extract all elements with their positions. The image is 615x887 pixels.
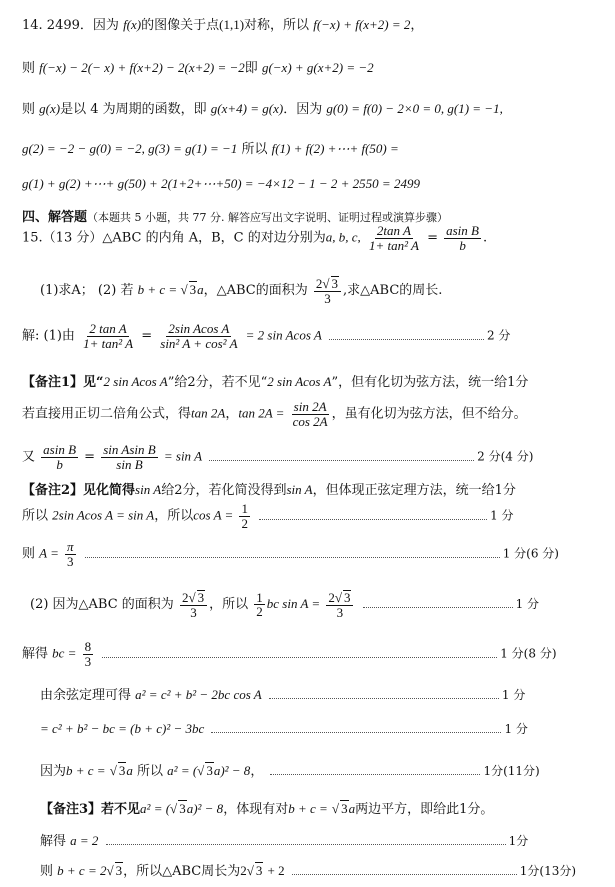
note-2 [22,479,615,498]
text: 是以 4 为周期的函数，即 [60,102,207,117]
text: 因为 [92,18,119,33]
math: b + c = [66,763,106,778]
text: 解得 [22,646,49,662]
section-title: 四、解答题 [22,210,88,225]
fraction [101,443,158,471]
fraction [65,540,76,568]
fraction: $\frac{2√ 3}{3}$ [180,590,207,619]
numerator: 2 [328,590,335,605]
denominator: 3 [67,553,74,569]
solution-step-8 [40,720,615,737]
text: 则 [22,61,36,76]
math: sin A [286,482,313,497]
leader-dots [259,518,487,520]
sqrt: 3 [343,590,351,605]
text: 则 [40,864,54,879]
text: ，虽有化切为弦方法，但不给分。 [331,406,527,422]
denominator: b [56,456,63,472]
math: a [197,282,204,298]
math: sin A [135,482,162,497]
text: 由余弦定理可得 [40,688,132,703]
solution-step-2 [22,443,615,471]
denominator: 1+ tan² A [368,237,419,253]
solution-step-4 [22,540,615,568]
math: tan 2A [191,405,226,421]
score: 1分(13分) [519,864,577,878]
leader-dots [85,556,500,558]
math: g(0) = f(0) − 2×0 = 0, g(1) = −1, [326,101,503,116]
line-14-step2 [22,57,615,76]
text: 【备注1】见“ [22,375,104,390]
math: a [348,801,356,816]
solution-step-7 [40,684,615,703]
section-subtitle: （本题共 5 小题，共 77 分. 解答应写出文字说明、证明过程或演算步骤） [87,211,448,224]
denominator: sin² A + cos² A [160,335,238,351]
text: ”给2分，若不见“ [167,375,268,390]
fraction [254,591,265,619]
leader-dots [269,697,499,699]
sqrt: 3 [206,763,213,778]
denominator: 3 [190,604,197,620]
numerator: 2 tan A [89,321,127,336]
text: ，体现有对 [223,802,289,817]
text: ， [410,18,424,33]
line-14-step4 [22,138,615,157]
text: (1)求A； (2) 若 [40,283,134,299]
fraction [444,224,481,252]
sqrt: 3 [115,863,123,878]
denominator: sin B [116,456,143,472]
score: 2 分(4 分) [477,449,534,464]
math: = sin A [163,448,203,464]
math: cos A = [193,507,234,523]
numerator: 1 [241,501,248,516]
score: 1 分 [515,597,540,612]
math: (1,1) [219,17,245,32]
math: f(−x) − 2(− x) + f(x+2) − 2(x+2) = −2 [39,60,245,75]
solution-step-5 [30,590,615,619]
score: 1 分 [490,508,514,523]
score: 1 分 [504,722,528,736]
text: ，但体现正弦定理方法，统一给1分 [312,483,516,498]
score: 1分(11分) [483,764,540,778]
text: 又 [22,449,36,465]
math: g(−x) + g(x+2) = −2 [261,60,374,75]
text: ．因为 [283,102,323,117]
math: g(x+4) = g(x) [210,101,284,116]
math: b + c = [288,801,328,816]
denominator: 3 [324,290,331,306]
math: bc = [52,645,77,661]
denominator: 2 [241,515,248,531]
note-1 [22,371,615,390]
leader-dots [363,606,513,608]
fraction [291,400,330,428]
solution-step-11: 则 b + c = 2√ 3，所以△ABC周长为2√ 3 + 2 1分(13分) [40,863,577,879]
numerator: 2tan A [376,223,411,238]
leader-dots [270,773,480,775]
numerator: 8 [84,639,92,654]
math: a² = c² + b² − 2bc cos A [135,687,262,702]
text: ，△ABC的面积为 [203,283,308,299]
score: 1 分(8 分) [500,646,557,661]
text: ”，但有化切为弦方法，统一给1分 [331,375,529,390]
section-heading [22,206,615,225]
math: g(2) = −2 − g(0) = −2, g(3) = g(1) = −1 [22,141,238,156]
sqrt: 3 [197,590,205,605]
math: = [84,449,96,465]
math: + 2 [267,863,285,878]
fraction [158,322,239,350]
text: 所以 [241,142,268,157]
math: 2 sin Acos A [103,374,168,389]
math: f(1) + f(2) +⋯+ f(50) = [271,141,399,156]
line-14-step3 [22,98,615,117]
note-3: 【备注3】若不见a² = (√ 3a)² − 8，体现有对b + c = √ 3a两边平方，即给此1分。 [40,801,494,817]
numerator: sin 2A [293,399,327,414]
score: 1 分 [501,688,526,702]
fraction [83,640,94,668]
math: f(−x) + f(x+2) = 2 [313,17,411,32]
text: 所以 [22,508,49,524]
sqrt: 3 [179,801,186,816]
math: b + c = [137,282,181,298]
sqrt: 3 [331,276,339,291]
math: a)² − 8 [213,763,251,778]
math: bc sin A = [266,596,321,612]
math: a, b, c, [325,229,361,245]
text: ,求△ABC的周长. [343,283,443,299]
leader-dots [329,338,484,340]
text: 对称，所以 [244,18,310,33]
text: 【备注3】若不见 [40,802,141,817]
line-14-step5 [22,176,615,192]
leader-dots [209,459,474,461]
math: A = [39,545,59,561]
solution-step-9: 因为b + c = √ 3a 所以 a² = (√ 3a)² − 8， 1分(11分) [40,763,540,779]
math: a [126,763,133,778]
math: b + c = 2 [57,863,107,878]
text: 给2分，若化简没得到 [161,483,287,498]
math: = 2 sin Acos A [245,327,322,343]
fraction [81,322,135,350]
leader-dots [102,656,497,658]
fraction [367,224,421,252]
note-1b [22,400,615,428]
denominator: b [459,237,466,253]
sqrt: 3 [341,801,348,816]
text: ， [225,406,239,422]
numerator: asin B [43,442,77,457]
text: 因为 [40,764,67,779]
sqrt: 3 [255,863,263,878]
fraction: $\frac{2√ 3}{3}$ [314,276,341,305]
leader-dots [292,873,517,875]
math: a² = ( [140,801,171,816]
denominator: 3 [336,604,344,620]
fraction: $\frac{2√ 3}{3}$ [326,590,353,619]
math: f(x) [123,17,142,32]
math: g(x) [39,101,61,116]
fraction [41,443,78,471]
math: 2 [240,863,247,878]
numerator: 2 [315,276,323,291]
solution-step-10 [40,830,615,849]
math: tan 2A = [238,405,285,421]
numerator: 2 [181,590,189,605]
score: 2 分 [486,328,511,343]
math: a² = ( [167,763,198,778]
text: 则 [22,102,36,117]
text: . [483,230,488,246]
leader-dots [211,731,501,733]
sqrt: 3 [118,763,126,778]
score: 1分 [508,834,529,848]
text: ，所以 [209,597,249,613]
q15-statement [22,224,615,252]
text: (2) 因为△ABC 的面积为 [30,597,174,613]
denominator: 2 [256,604,263,620]
math: 2sin Acos A = sin A [52,507,155,523]
sqrt: 3 [189,282,197,298]
text: 的图像关于点 [141,18,220,33]
numerator: sin Asin B [103,442,156,457]
solution-step-3 [22,502,615,530]
solution-step-1 [22,322,615,350]
line-14-intro [22,14,615,33]
denominator: 1+ tan² A [83,335,134,351]
denominator: 3 [84,653,92,669]
text: 解得 [40,834,67,849]
text: 两边平方，即给此1分。 [355,802,494,817]
text: 则 [22,546,36,562]
math: = c² + b² − bc = (b + c)² − 3bc [40,721,205,736]
numerator: π [67,539,74,554]
math: = [141,328,153,344]
leader-dots [106,843,506,845]
text: ，所以 [154,508,194,524]
numerator: 2sin Acos A [168,321,230,336]
text: 【备注2】见化简得 [22,483,136,498]
score: 1 分(6 分) [502,546,559,561]
text: ， [250,764,264,779]
math: a)² − 8 [186,801,224,816]
text: 即 [244,61,258,76]
math: = [427,230,438,246]
numerator: 1 [256,589,263,605]
text: ，所以△ABC周长为 [123,864,241,879]
text: 若直接用正切二倍角公式，得 [22,406,192,422]
problem-number: 14. 2499． [22,18,93,33]
fraction [239,502,250,530]
math: g(1) + g(2) +⋯+ g(50) + 2(1+2+⋯+50) = −4×12 − 1 − 2 + 2550 = 2499 [22,176,420,191]
text: 15.（13 分）△ABC 的内角 A，B，C 的对边分别为 [22,230,326,246]
math: a = 2 [70,833,99,848]
text: 所以 [137,764,164,779]
math: 2 sin Acos A [267,374,332,389]
text: 解: (1)由 [22,328,75,344]
solution-step-6 [22,640,615,668]
numerator: asin B [446,223,479,238]
q15-parts: (1)求A； (2) 若 b + c = √ 3a，△ABC的面积为 $\frac{2√ 3}{3}$ ,求△ABC的周长. [40,276,443,306]
denominator: cos 2A [292,413,328,429]
